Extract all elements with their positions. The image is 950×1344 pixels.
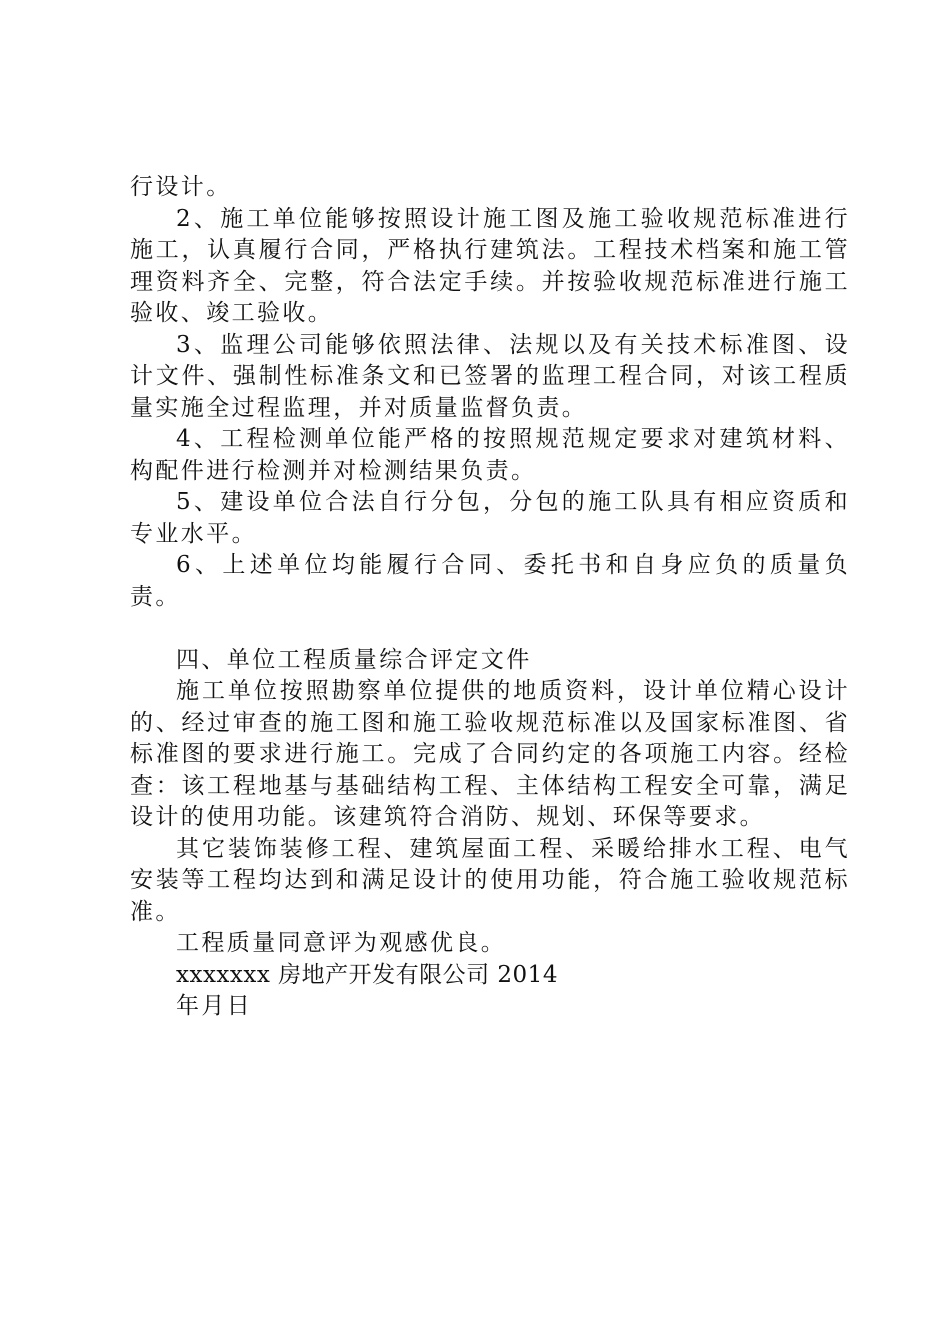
paragraph-item-3: 3、监理公司能够依照法律、法规以及有关技术标准图、设计文件、强制性标准条文和已签署的监理工程合同，对该工程质量实施全过程监理，并对质量监督负责。 [130,331,850,421]
section-heading: 四、单位工程质量综合评定文件 [176,646,532,673]
paragraph-other-works: 其它装饰装修工程、建筑屋面工程、采暖给排水工程、电气安装等工程均达到和满足设计的使用功能，符合施工验收规范标准。 [130,835,850,925]
company-signature: xxxxxxx 房地产开发有限公司 2014 [176,961,558,988]
paragraph-evaluation: 施工单位按照勘察单位提供的地质资料，设计单位精心设计的、经过审查的施工图和施工验收规范标准以及国家标准图、省标准图的要求进行施工。完成了合同约定的各项施工内容。经检查：该工程地基与基础结构工程、主体结构工程安全可靠，满足设计的使用功能。该建筑符合消防、规划、环保等要求。 [130,678,850,830]
paragraph-quality-rating: 工程质量同意评为观感优良。 [176,930,507,956]
paragraph-item-4: 4、工程检测单位能严格的按照规范规定要求对建筑材料、构配件进行检测并对检测结果负责。 [130,426,850,484]
paragraph-continuation: 行设计。 [130,174,232,200]
paragraph-spacer [130,613,850,645]
paragraph-item-2: 2、施工单位能够按照设计施工图及施工验收规范标准进行施工，认真履行合同，严格执行建筑法。工程技术档案和施工管理资料齐全、完整，符合法定手续。并按验收规范标准进行施工验收、竣工验收。 [130,205,850,326]
paragraph-item-6: 6、上述单位均能履行合同、委托书和自身应负的质量负责。 [130,552,850,610]
signature-date: 年月日 [176,993,253,1019]
paragraph-item-5: 5、建设单位合法自行分包，分包的施工队具有相应资质和专业水平。 [130,489,850,547]
document-body [130,172,850,1023]
